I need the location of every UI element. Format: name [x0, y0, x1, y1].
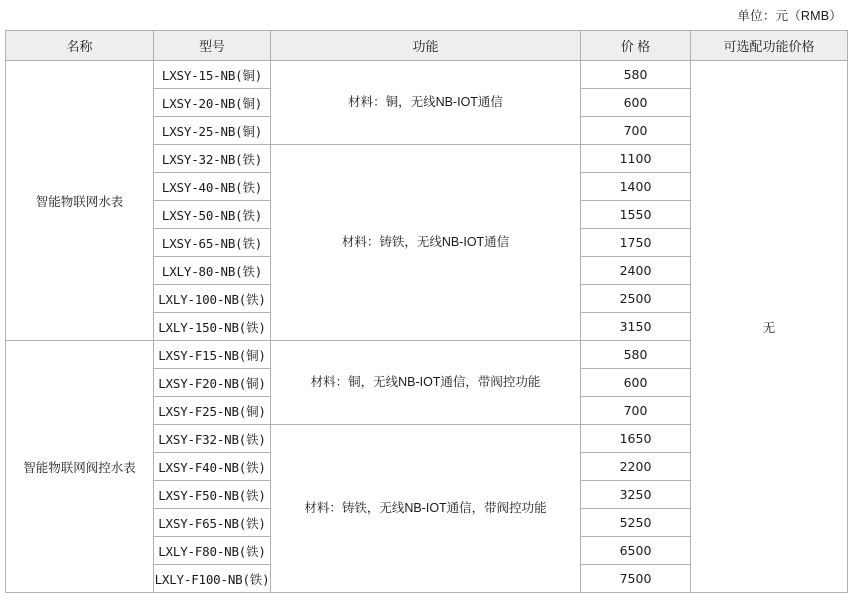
- product-price-cell: 700: [581, 117, 691, 145]
- product-price-cell: 1650: [581, 425, 691, 453]
- product-function-cell: 材料：铸铁，无线NB-IOT通信: [271, 145, 581, 341]
- product-function-cell: 材料：铸铁，无线NB-IOT通信，带阀控功能: [271, 425, 581, 593]
- product-price-cell: 2400: [581, 257, 691, 285]
- unit-note: 单位：元（RMB）: [737, 9, 842, 23]
- column-header-function: 功能: [271, 31, 581, 61]
- table-row: [6, 61, 848, 89]
- product-price-cell: 2200: [581, 453, 691, 481]
- product-price-cell: 1750: [581, 229, 691, 257]
- product-model-cell: LXSY-F25-NB(铜): [154, 397, 271, 425]
- product-model-cell: LXSY-F32-NB(铁): [154, 425, 271, 453]
- product-model-cell: LXSY-F15-NB(铜): [154, 341, 271, 369]
- product-model-cell: LXLY-F100-NB(铁): [154, 565, 271, 593]
- product-category-cell: 智能物联网阀控水表: [6, 341, 154, 593]
- product-function-cell: 材料：铜，无线NB-IOT通信: [271, 61, 581, 145]
- product-model-cell: LXSY-F50-NB(铁): [154, 481, 271, 509]
- product-model-cell: LXLY-150-NB(铁): [154, 313, 271, 341]
- product-model-cell: LXSY-50-NB(铁): [154, 201, 271, 229]
- column-header-optional: 可选配功能价格: [691, 31, 848, 61]
- table-header-row: [6, 31, 848, 61]
- product-price-table: [5, 30, 848, 593]
- product-price-cell: 6500: [581, 537, 691, 565]
- product-price-cell: 600: [581, 369, 691, 397]
- product-model-cell: LXLY-100-NB(铁): [154, 285, 271, 313]
- product-model-cell: LXSY-F65-NB(铁): [154, 509, 271, 537]
- product-model-cell: LXLY-80-NB(铁): [154, 257, 271, 285]
- product-category-cell: 智能物联网水表: [6, 61, 154, 341]
- product-price-cell: 580: [581, 341, 691, 369]
- product-function-cell: 材料：铜，无线NB-IOT通信，带阀控功能: [271, 341, 581, 425]
- table-header: [6, 31, 848, 61]
- product-model-cell: LXLY-F80-NB(铁): [154, 537, 271, 565]
- column-header-price: 价 格: [581, 31, 691, 61]
- product-price-cell: 2500: [581, 285, 691, 313]
- product-model-cell: LXSY-65-NB(铁): [154, 229, 271, 257]
- product-model-cell: LXSY-40-NB(铁): [154, 173, 271, 201]
- product-model-cell: LXSY-25-NB(铜): [154, 117, 271, 145]
- product-price-cell: 1400: [581, 173, 691, 201]
- product-model-cell: LXSY-F20-NB(铜): [154, 369, 271, 397]
- product-model-cell: LXSY-20-NB(铜): [154, 89, 271, 117]
- product-model-cell: LXSY-32-NB(铁): [154, 145, 271, 173]
- product-price-cell: 1100: [581, 145, 691, 173]
- product-model-cell: LXSY-15-NB(铜): [154, 61, 271, 89]
- product-price-cell: 1550: [581, 201, 691, 229]
- table-body: [6, 61, 848, 593]
- product-model-cell: LXSY-F40-NB(铁): [154, 453, 271, 481]
- product-price-cell: 580: [581, 61, 691, 89]
- product-price-cell: 3150: [581, 313, 691, 341]
- product-price-cell: 700: [581, 397, 691, 425]
- column-header-name: 名称: [6, 31, 154, 61]
- optional-function-price-cell: 无: [691, 61, 848, 593]
- product-price-cell: 600: [581, 89, 691, 117]
- product-price-cell: 7500: [581, 565, 691, 593]
- product-price-cell: 5250: [581, 509, 691, 537]
- column-header-model: 型号: [154, 31, 271, 61]
- product-price-cell: 3250: [581, 481, 691, 509]
